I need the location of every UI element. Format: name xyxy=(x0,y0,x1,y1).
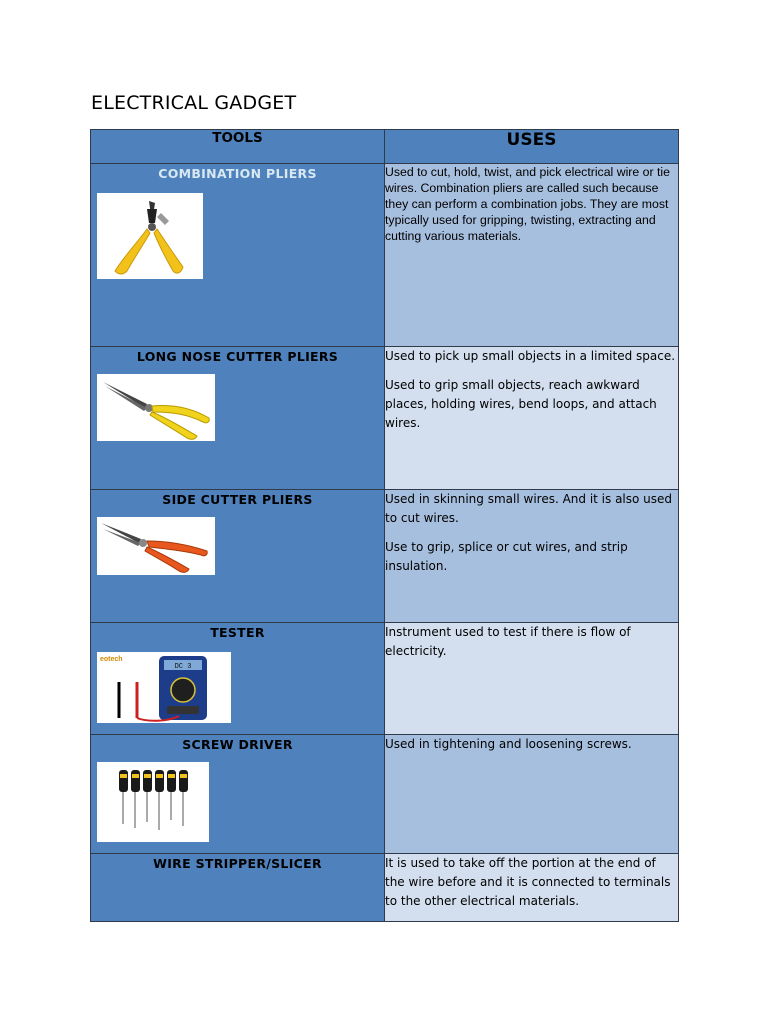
use-text: Use to grip, splice or cut wires, and strip insulation. xyxy=(385,540,628,573)
tool-name: LONG NOSE CUTTER PLIERS xyxy=(136,349,339,364)
tool-name: SCREW DRIVER xyxy=(182,737,293,752)
tool-cell xyxy=(91,347,385,490)
tool-name: COMBINATION PLIERS xyxy=(158,166,317,181)
uses-cell xyxy=(385,735,679,854)
use-text: Used to cut, hold, twist, and pick electrical wire or tie wires. Combination pliers are called such because they can perform a combination jobs. They are most typically used for gripping, twisting, extracting and cutting various materials. xyxy=(385,165,670,243)
tool-name: TESTER xyxy=(210,625,265,640)
tester-display-readout: DC 3 xyxy=(174,663,192,671)
use-text: Instrument used to test if there is flow of electricity. xyxy=(385,625,631,658)
screwdriver-set-photo-icon xyxy=(97,762,209,842)
tool-name: WIRE STRIPPER/SLICER xyxy=(153,856,322,871)
use-text: Used to grip small objects, reach awkward places, holding wires, bend loops, and attach wires. xyxy=(385,378,657,430)
table-row xyxy=(91,490,679,623)
tool-cell xyxy=(91,854,385,922)
multimeter-tester-photo-icon xyxy=(97,652,231,723)
tool-cell xyxy=(91,490,385,623)
long-nose-pliers-photo-icon xyxy=(97,374,215,441)
electrical-gadget-table xyxy=(90,129,679,922)
table-row xyxy=(91,164,679,347)
document-title: ELECTRICAL GADGET xyxy=(91,92,297,114)
tester-brand-label: eotech xyxy=(100,656,123,663)
use-text: Used in skinning small wires. And it is also used to cut wires. xyxy=(385,492,673,525)
uses-column-header: USES xyxy=(385,130,679,164)
tool-cell xyxy=(91,623,385,735)
use-text: It is used to take off the portion at the end of the wire before and it is connected to terminals to the other electrical materials. xyxy=(385,856,671,908)
table-row xyxy=(91,854,679,922)
tool-cell xyxy=(91,164,385,347)
table-row xyxy=(91,735,679,854)
table-header-row xyxy=(91,130,679,164)
uses-cell xyxy=(385,854,679,922)
uses-cell xyxy=(385,164,679,347)
use-text: Used to pick up small objects in a limited space. xyxy=(385,349,676,363)
tool-name: SIDE CUTTER PLIERS xyxy=(162,492,313,507)
table-row xyxy=(91,623,679,735)
uses-cell xyxy=(385,347,679,490)
tool-cell xyxy=(91,735,385,854)
uses-cell xyxy=(385,490,679,623)
uses-cell xyxy=(385,623,679,735)
table-row xyxy=(91,347,679,490)
side-cutter-pliers-photo-icon xyxy=(97,517,215,575)
combination-pliers-photo-icon xyxy=(97,193,203,279)
tools-column-header: TOOLS xyxy=(91,130,385,164)
use-text: Used in tightening and loosening screws. xyxy=(385,737,632,751)
